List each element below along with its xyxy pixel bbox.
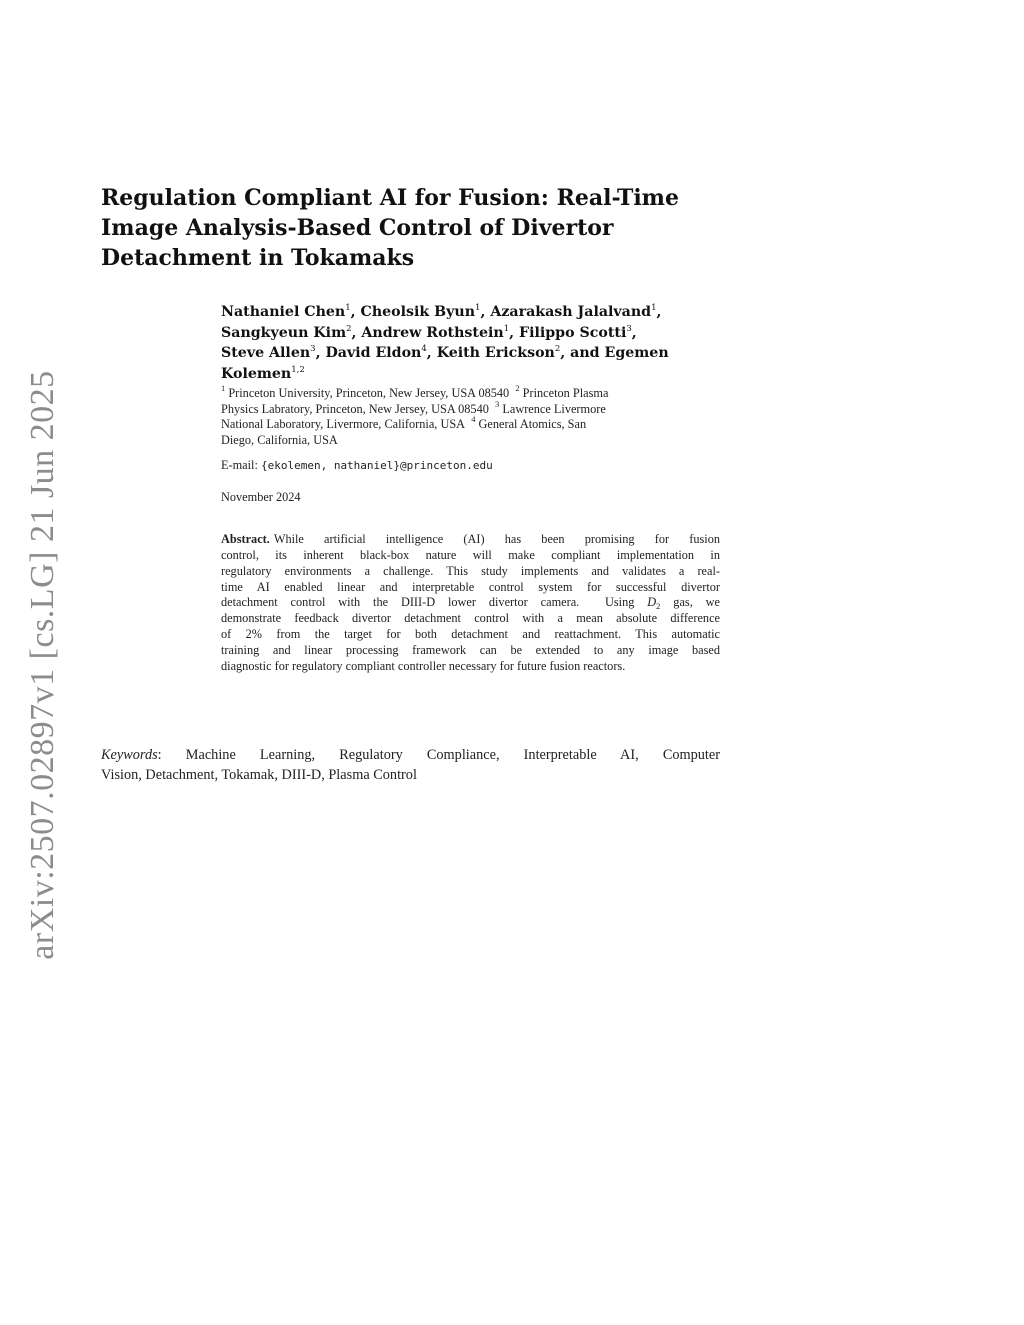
author-list [221,302,741,384]
author-line [221,364,741,385]
author-line: Sangkyeun Kim$^2$, Andrew Rothstein$^1$, Filippo Scotti$^3$, [221,323,637,341]
arxiv-identifier-stamp: arXiv:2507.02897v1 [cs.LG] 21 Jun 2025 [24,370,61,960]
email-address[interactable]: {ekolemen, nathaniel}@princeton.edu [260,459,493,472]
keywords-text: : Machine Learning, Regulatory Compliance, Interpretable AI, Computer [157,747,720,763]
affiliation-text-part: Princeton Plasma [522,386,609,400]
author-name: Sangkyeun Kim [221,324,347,341]
author-line: Nathaniel Chen$^1$, Cheolsik Byun$^1$, Azarakash Jalalvand$^1$, [221,303,662,320]
title-line: Image Analysis-Based Control of Divertor [101,215,614,241]
author-name: Andrew Rothstein [361,324,504,341]
keywords-label: Keywords [101,747,158,763]
affiliation-text: Princeton University, Princeton, New Jersey, USA 08540 [228,386,510,400]
abstract-line: regulatory environments a challenge. This study implements and validates a real- [221,563,720,578]
author-affiliation-mark: 1 [475,303,481,313]
abstract-text: While artificial intelligence (AI) has been promising for fusion [273,532,720,546]
author-name: Nathaniel Chen [221,304,346,320]
author-name: Cheolsik Byun [360,304,476,320]
affiliation-text-part: Physics Labratory, Princeton, New Jersey, USA 08540 [221,401,489,416]
deuterium-subscript: 2 [656,601,661,612]
keywords-line [101,745,720,765]
author-name: Azarakash Jalalvand [490,304,652,320]
abstract-line: of 2% from the target for both detachment and reattachment. This automatic [221,627,720,642]
affiliation-text-part: Diego, California, USA [221,432,338,447]
author-name-last: Kolemen [221,365,292,382]
affiliations-block [221,383,731,448]
author-name: David Eldon [325,345,422,361]
affiliation-line [221,414,731,433]
affiliation-line [221,398,731,418]
author-name: Keith Erickson [436,345,555,361]
affiliation-number: 1 [221,383,226,393]
author-affiliation-mark: 2 [346,323,352,334]
author-affiliation-mark: 1 [503,323,510,334]
author-affiliation-mark: 2 [554,344,561,354]
author-name-first: Egemen [604,345,669,361]
author-affiliation-mark: 1,2 [291,364,305,375]
author-affiliation-mark: 1 [345,303,351,313]
abstract-heading: Abstract. [221,532,270,546]
abstract-text: gas, we [660,595,720,610]
abstract-line [221,595,720,611]
abstract-line [221,532,720,548]
abstract-line: training and linear processing framework can be extended to any image based [221,642,720,657]
abstract-text: detachment control with the DIII-D lower divertor camera. Using [221,595,648,610]
affiliation-number: 2 [515,383,520,393]
affiliation-number: 4 [471,414,476,425]
title-line: Detachment in Tokamaks [101,245,415,271]
author-affiliation-mark: 3 [626,323,632,334]
author-line: Steve Allen$^3$, David Eldon$^4$, Keith Erickson$^2$, and Egemen [221,344,669,361]
abstract-block [221,532,720,675]
author-affiliation-mark: 3 [310,344,316,354]
author-name: Filippo Scotti [519,324,627,341]
affiliation-text-part: Lawrence Livermore [502,401,606,416]
keywords-block [101,745,720,785]
keywords-line: Vision, Detachment, Tokamak, DIII-D, Plasma Control [101,767,417,783]
contact-email [221,458,493,473]
author-affiliation-mark: 4 [421,344,427,354]
affiliation-line [221,383,731,402]
paper-date: November 2024 [221,490,301,504]
affiliation-number: 3 [495,398,500,409]
paper-title [101,183,741,273]
email-label: E-mail: [221,458,258,472]
title-line: Regulation Compliant AI for Fusion: Real-Time [101,185,679,211]
author-name: Steve Allen [221,345,311,361]
affiliation-line [221,433,731,449]
author-affiliation-mark: 1 [651,303,657,313]
deuterium-symbol: D [647,595,657,610]
abstract-line: time AI enabled linear and interpretable control system for successful divertor [221,579,720,594]
abstract-line: diagnostic for regulatory compliant controller necessary for future fusion reactors. [221,658,626,673]
abstract-line: control, its inherent black-box nature will make compliant implementation in [221,547,720,562]
affiliation-text-part: National Laboratory, Livermore, California, USA [221,417,466,432]
abstract-line: demonstrate feedback divertor detachment control with a mean absolute difference [221,611,720,626]
affiliation-text-part: General Atomics, San [478,417,587,432]
